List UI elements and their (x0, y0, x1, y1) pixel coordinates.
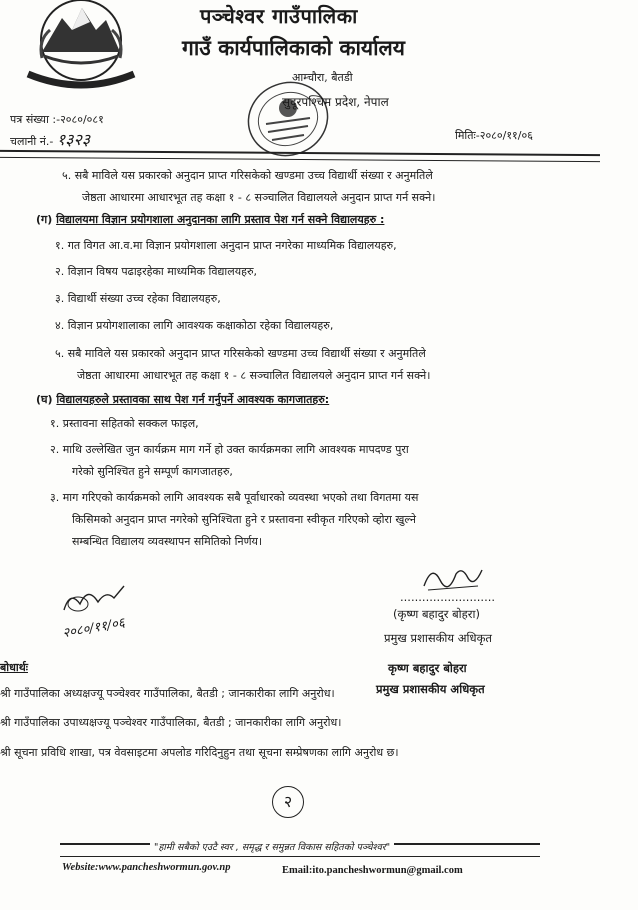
dispatch-label: चलानी नं.- (10, 135, 57, 148)
cc-item: श्री गाउँपालिका अध्यक्षज्यू पञ्चेश्वर गाउँपालिका, बैतडी ; जानकारीका लागि अनुरोध। (0, 687, 335, 700)
footer-divider-thin (60, 856, 540, 857)
list-item: २. माथि उल्लेखित जुन कार्यक्रम माग गर्ने हो उक्त कार्यक्रमका लागि आवश्यक मापदण्ड पुरा (50, 443, 409, 456)
footer-website[interactable]: Website:www.pancheshwormun.gov.np (62, 862, 231, 873)
dispatch-number (10, 128, 90, 150)
office-location: आम्चौरा, बैतडी (292, 71, 353, 84)
section-gha-heading (36, 392, 329, 407)
list-item-continued: गरेको सुनिश्चित हुने सम्पूर्ण कागजातहरु, (72, 465, 233, 478)
cc-item: श्री गाउँपालिका उपाध्यक्षज्यू पञ्चेश्वर गाउँपालिका, बैतडी ; जानकारीका लागि अनुरोध। (0, 716, 342, 729)
list-item-continued: जेष्ठता आधारमा आधारभूत तह कक्षा १ - ८ सञ्चालित विद्यालयले अनुदान प्राप्त गर्न सक्ने। (77, 369, 431, 382)
signature-dots: .......................... (400, 590, 496, 604)
footer-email[interactable]: Email:ito.pancheshwormun@gmail.com (282, 865, 463, 876)
office-seal-stamp (238, 78, 338, 160)
list-item: २. विज्ञान विषय पढाइरहेका माध्यमिक विद्यालयहरु, (55, 265, 258, 278)
stamp-name: कृष्ण बहादुर बोहरा (388, 661, 467, 675)
section-marker: (घ) (36, 393, 53, 406)
office-province: सुदूरपश्चिम प्रदेश, नेपाल (282, 95, 389, 109)
body-line: जेष्ठता आधारमा आधारभूत तह कक्षा १ - ८ सञ्चालित विद्यालयले अनुदान प्राप्त गर्न सक्ने। (82, 191, 436, 204)
dispatch-handwritten-number: १३२३ (56, 130, 91, 149)
letter-reference-number: पत्र संख्या :-२०८०/०८१ (10, 113, 104, 126)
signatory-title: प्रमुख प्रशासकीय अधिकृत (384, 631, 492, 645)
office-name: गाउँ कार्यपालिकाको कार्यालय (182, 35, 405, 60)
list-item: ३. माग गरिएको कार्यक्रमको लागि आवश्यक सबै पूर्वाधारको व्यवस्था भएको तथा विगतमा यस (50, 491, 419, 504)
cc-heading: बोधार्थः (0, 661, 28, 674)
section-ga-heading (36, 212, 384, 227)
organization-name: पञ्चेश्वर गाउँपालिका (200, 4, 358, 28)
section-title: विद्यालयमा विज्ञान प्रयोगशाला अनुदानका लागि प्रस्ताव पेश गर्न सक्ने विद्यालयहरु : (56, 213, 385, 226)
list-item-continued: किसिमको अनुदान प्राप्त नगरेको सुनिश्चिता हुने र प्रस्तावना स्वीकृत गरिएको व्होरा खुल्ने (72, 513, 416, 526)
cc-item: श्री सूचना प्रविधि शाखा, पत्र वेवसाइटमा अपलोड गरिदिनुहुन तथा सूचना सम्प्रेषणका लागि अनुरोध छ। (0, 746, 399, 759)
stamp-title: प्रमुख प्रशासकीय अधिकृत (376, 682, 485, 696)
footer-slogan: "हामी सबैको एउटै स्वर , समृद्ध र समुन्नत विकास सहितको पञ्चेश्वर" (150, 840, 394, 853)
section-title: विद्यालयहरुले प्रस्तावका साथ पेश गर्न गर्नुपर्ने आवश्यक कागजातहरु: (56, 393, 330, 406)
list-item: १. गत विगत आ.व.मा विज्ञान प्रयोगशाला अनुदान प्राप्त नगरेका माध्यमिक विद्यालयहरु, (55, 239, 397, 252)
signatory-name: (कृष्ण बहादुर बोहरा) (393, 607, 480, 621)
section-marker: (ग) (36, 213, 53, 226)
list-item: १. प्रस्तावना सहितको सक्कल फाइल, (50, 417, 199, 430)
letter-date: मितिः-२०८०/११/०६ (455, 129, 533, 142)
list-item: ५. सबै माविले यस प्रकारको अनुदान प्राप्त गरिसकेको खण्डमा उच्च विद्यार्थी संख्या र अनुमतिले (55, 347, 426, 360)
list-item: ४. विज्ञान प्रयोगशालाका लागि आवश्यक कक्षाकोठा रहेका विद्यालयहरु, (55, 319, 334, 332)
body-line: ५. सबै माविले यस प्रकारको अनुदान प्राप्त गरिसकेको खण्डमा उच्च विद्यार्थी संख्या र अनुमतिले (62, 169, 433, 182)
left-handwritten-date: २०८०/११/०६ (61, 615, 126, 642)
page-number: २ (272, 786, 304, 818)
list-item: ३. विद्यार्थी संख्या उच्च रहेका विद्यालयहरु, (55, 292, 221, 305)
government-emblem (20, 0, 142, 92)
list-item-continued: सम्बन्धित विद्यालय व्यवस्थापन समितिको निर्णय। (72, 535, 263, 548)
